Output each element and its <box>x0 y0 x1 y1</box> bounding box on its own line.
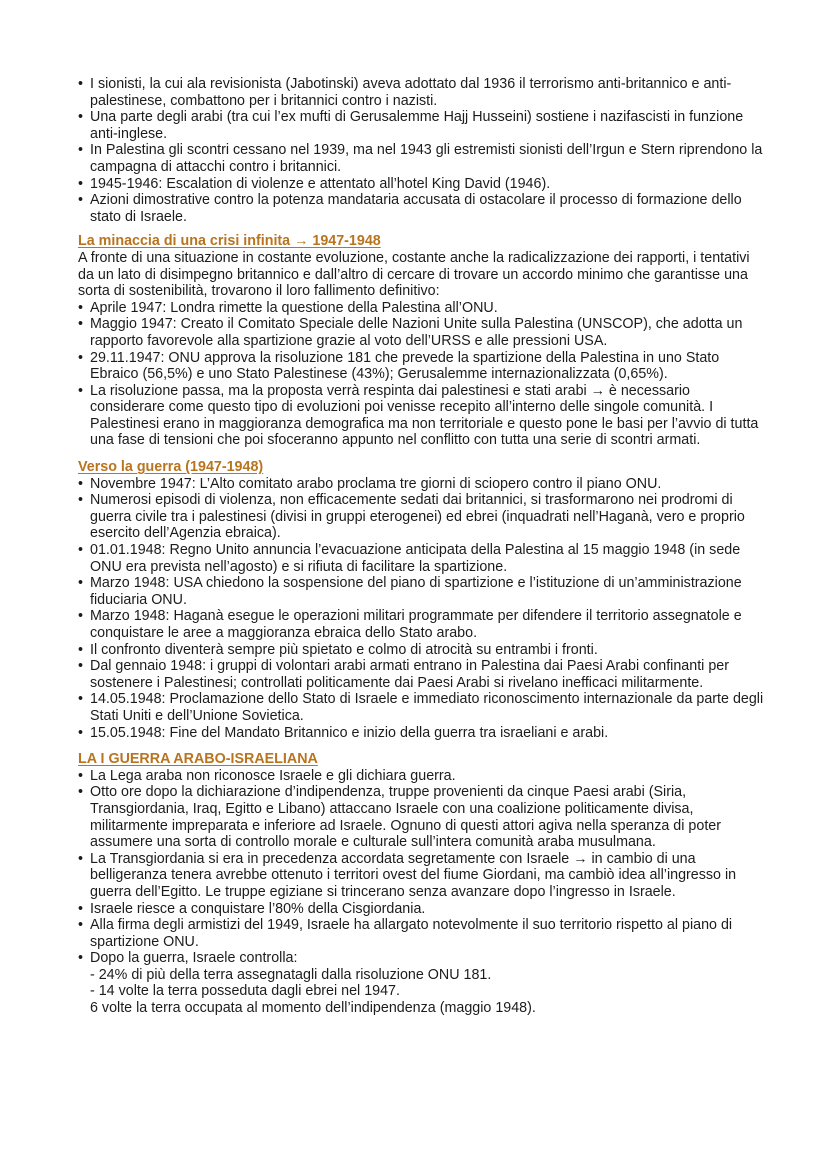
section-heading-war-approach: Verso la guerra (1947-1948) <box>78 459 264 476</box>
list-item: • 15.05.1948: Fine del Mandato Britannico e inizio della guerra tra israeliani e arabi. <box>78 725 768 742</box>
list-item: • 1945-1946: Escalation di violenze e attentato all’hotel King David (1946). <box>78 176 768 193</box>
list-item: • Aprile 1947: Londra rimette la questione della Palestina all’ONU. <box>78 300 768 317</box>
crisis-bullet-list <box>78 300 768 449</box>
list-item: • Marzo 1948: USA chiedono la sospensione del piano di spartizione e l’istituzione di un’amministrazione fiduciaria ONU. <box>78 575 768 608</box>
section-heading-crisis: La minaccia di una crisi infinita → 1947-1948 <box>78 233 381 250</box>
sub-line: - 24% di più della terra assegnatagli dalla risoluzione ONU 181. <box>90 966 492 983</box>
list-item: • La Transgiordania si era in precedenza accordata segretamente con Israele → in cambio di una belligeranza tenera avrebbe ottenuto i territori ovest del fiume Giordani, ma cambiò idea all’ingresso in guerra dell’Egitto. Le truppe egiziane si trincerano senza avanzare dopo l’ingresso in Israele. <box>78 851 768 901</box>
list-item: • Israele riesce a conquistare l’80% della Cisgiordania. <box>78 901 768 918</box>
list-item: • In Palestina gli scontri cessano nel 1939, ma nel 1943 gli estremisti sionisti dell’Irgun e Stern riprendono la campagna di attacchi contro i britannici. <box>78 142 768 175</box>
list-item: • Otto ore dopo la dichiarazione d’indipendenza, truppe provenienti da cinque Paesi arabi (Siria, Transgiordania, Iraq, Egitto e Libano) attaccano Israele con una coalizione politicamente divisa, militarmente impreparata e inferiore ad Israele. Ognuno di questi attori agiva nella speranza di poter assumere una sorta di controllo morale e culturale sull’intera comunità araba musulmana. <box>78 784 768 850</box>
list-item: • Marzo 1948: Haganà esegue le operazioni militari programmate per difendere il territorio assegnatole e conquistare le aree a maggioranza ebraica dello Stato arabo. <box>78 608 768 641</box>
list-item: • 14.05.1948: Proclamazione dello Stato di Israele e immediato riconoscimento internazionale da parte degli Stati Uniti e dell’Unione Sovietica. <box>78 691 768 724</box>
list-item: • Dal gennaio 1948: i gruppi di volontari arabi armati entrano in Palestina dai Paesi Arabi confinanti per sostenere i Palestinesi; controllati politicamente dai Paesi Arabi si rivelano inefficaci militarmente. <box>78 658 768 691</box>
sub-line: 6 volte la terra occupata al momento dell’indipendenza (maggio 1948). <box>90 1000 536 1017</box>
list-item: • Una parte degli arabi (tra cui l’ex mufti di Gerusalemme Hajj Husseini) sostiene i nazifascisti in funzione anti-inglese. <box>78 109 768 142</box>
list-item: • Azioni dimostrative contro la potenza mandataria accusata di ostacolare il processo di formazione dello stato di Israele. <box>78 192 768 225</box>
war-approach-bullet-list <box>78 476 768 742</box>
first-war-bullet-list <box>78 768 768 1017</box>
list-item: • I sionisti, la cui ala revisionista (Jabotinski) aveva adottato dal 1936 il terrorismo anti-britannico e anti-palestinese, combattono per i britannici contro i nazisti. <box>78 76 768 109</box>
list-item: • 01.01.1948: Regno Unito annuncia l’evacuazione anticipata della Palestina al 15 maggio 1948 (in sede ONU era prevista nell’agosto) e si rifiuta di facilitare la spartizione. <box>78 542 768 575</box>
list-item: • Il confronto diventerà sempre più spietato e colmo di atrocità su entrambi i fronti. <box>78 642 768 659</box>
intro-bullet-list <box>78 76 768 225</box>
list-item: • 29.11.1947: ONU approva la risoluzione 181 che prevede la spartizione della Palestina in uno Stato Ebraico (56,5%) e uno Stato Palestinese (43%); Gerusalemme internazionalizzata (0,65%). <box>78 350 768 383</box>
list-item: • Numerosi episodi di violenza, non efficacemente sedati dai britannici, si trasformarono nei prodromi di guerra civile tra i palestinesi (divisi in gruppi eterogenei) ed ebrei (inquadrati nell’Haganà, vero e proprio esercito dell’Agenzia ebraica). <box>78 492 768 542</box>
list-item: • Maggio 1947: Creato il Comitato Speciale delle Nazioni Unite sulla Palestina (UNSCOP), che adotta un rapporto favorevole alla spartizione grazie al voto dell’URSS e alle pressioni USA. <box>78 316 768 349</box>
section-intro-paragraph: A fronte di una situazione in costante evoluzione, costante anche la radicalizzazione dei rapporti, i tentativi da un lato di disimpegno britannico e dall’altro di cercare di trovare un accordo minimo che garantisse una sorta di sostenibilità, trovarono il loro fallimento definitivo: <box>78 249 750 300</box>
list-item-text: • Dopo la guerra, Israele controlla: <box>90 950 298 967</box>
list-item <box>78 950 768 1016</box>
section-heading-first-war: LA I GUERRA ARABO-ISRAELIANA <box>78 751 318 768</box>
list-item: • Alla firma degli armistizi del 1949, Israele ha allargato notevolmente il suo territorio rispetto al piano di spartizione ONU. <box>78 917 768 950</box>
list-item: • La Lega araba non riconosce Israele e gli dichiara guerra. <box>78 768 768 785</box>
list-item: • Novembre 1947: L’Alto comitato arabo proclama tre giorni di sciopero contro il piano ONU. <box>78 476 768 493</box>
list-item: • La risoluzione passa, ma la proposta verrà respinta dai palestinesi e stati arabi → è necessario considerare come questo tipo di evoluzioni poi venisse recepito all’interno delle singole comunità. I Palestinesi erano in maggioranza demografica ma non territoriale e questo pone le basi per l’avvio di tutta una fase di tensioni che poi sfoceranno appunto nel conflitto con tutta una serie di scontri armati. <box>78 383 768 449</box>
sub-line: - 14 volte la terra posseduta dagli ebrei nel 1947. <box>90 983 400 1000</box>
